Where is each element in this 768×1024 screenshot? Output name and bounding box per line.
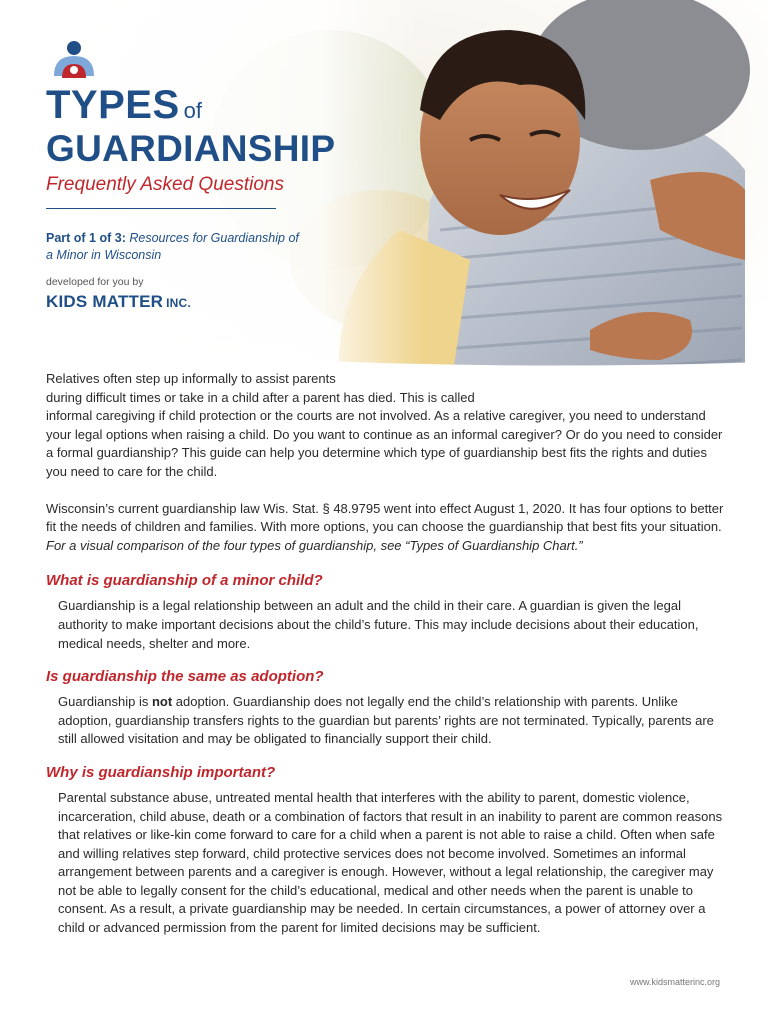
page-subtitle: Frequently Asked Questions — [46, 174, 284, 195]
intro-rest: informal caregiving if child protection or the courts are not involved. As a relative caregiver, you need to understand your legal options when raising a child. Do you want to continue as an informal caregiver? Or do you need to consider a formal guardianship? This guide can help you determine which type of guardianship best fits the rights and duties you need to care for the child. — [46, 408, 723, 479]
hero-banner — [0, 0, 768, 392]
footer-website-link[interactable]: www.kidsmatterinc.org — [629, 977, 720, 987]
faq-item — [46, 667, 726, 749]
developed-by-label: developed for you by — [46, 276, 144, 288]
title-of: of — [183, 98, 203, 123]
law-paragraph — [46, 500, 726, 556]
faq-question: Is guardianship the same as adoption? — [46, 668, 324, 686]
faq-item — [46, 763, 726, 938]
title-divider — [46, 208, 276, 209]
title-block — [46, 84, 386, 209]
page-title — [46, 84, 386, 126]
kids-matter-logo-icon — [50, 40, 98, 88]
brand-name: KIDS MATTER — [46, 292, 164, 311]
answer-post: adoption. Guardianship does not legally end the child’s relationship with parents. Unlike adoption, guardianship transfers rights to the guardian but parents’ rights are not terminated. Typically, parents are still allowed visitation and may be obligated to financially support their child. — [58, 694, 714, 747]
series-part-title: Resources for Guardianship of a Minor in Wisconsin — [46, 231, 299, 262]
faq-question: Why is guardianship important? — [46, 763, 276, 781]
title-guardianship: GUARDIANSHIP — [46, 128, 336, 169]
answer-emphasis: not — [151, 694, 173, 710]
main-content — [46, 370, 726, 938]
chart-reference: For a visual comparison of the four types of guardianship, see “Types of Guardianship Chart.” — [46, 537, 583, 553]
faq-answer — [46, 693, 726, 749]
series-note — [46, 230, 306, 264]
brand-suffix: INC. — [166, 296, 191, 310]
intro-line-2: during difficult times or take in a child after a parent has died. This is called — [46, 389, 475, 405]
intro-line-1: Relatives often step up informally to assist parents — [46, 371, 336, 386]
title-types: TYPES — [46, 83, 180, 127]
answer-pre: Guardianship is — [58, 694, 149, 710]
series-part-label: Part of 1 of 3: — [46, 231, 126, 245]
faq-item — [46, 571, 726, 653]
faq-question: What is guardianship of a minor child? — [46, 572, 323, 590]
intro-paragraph — [46, 370, 726, 482]
brand-logo-text — [46, 292, 191, 312]
law-text: Wisconsin’s current guardianship law Wis. Stat. § 48.9795 went into effect August 1, 2020. It has four options to better fit the needs of children and families. With more options, you can choose the guardianship that best fits your situation. — [46, 500, 724, 535]
faq-answer: Parental substance abuse, untreated mental health that interferes with the ability to parent, domestic violence, incarceration, child abuse, death or a combination of factors that result in an inability to parent are common reasons that relatives or like-kin come forward to care for a child when a parent is not able to raise a child. Often when safe and willing relatives step forward, child protective services does not become involved. Sometimes an informal arrangement between parents and a caregiver is enough. However, without a legal relationship, the caregiver may not be able to legally consent for the child’s educational, medical and other needs when the parent is unable to consent. As a result, a private guardianship may be needed. In certain circumstances, a power of attorney over a child or advanced permission from the parent for limited decisions may be sufficient. — [58, 789, 723, 936]
faq-answer: Guardianship is a legal relationship between an adult and the child in their care. A guardian is given the legal authority to make important decisions about the child’s future. This may include decisions about their education, medical needs, shelter and more. — [58, 598, 699, 651]
